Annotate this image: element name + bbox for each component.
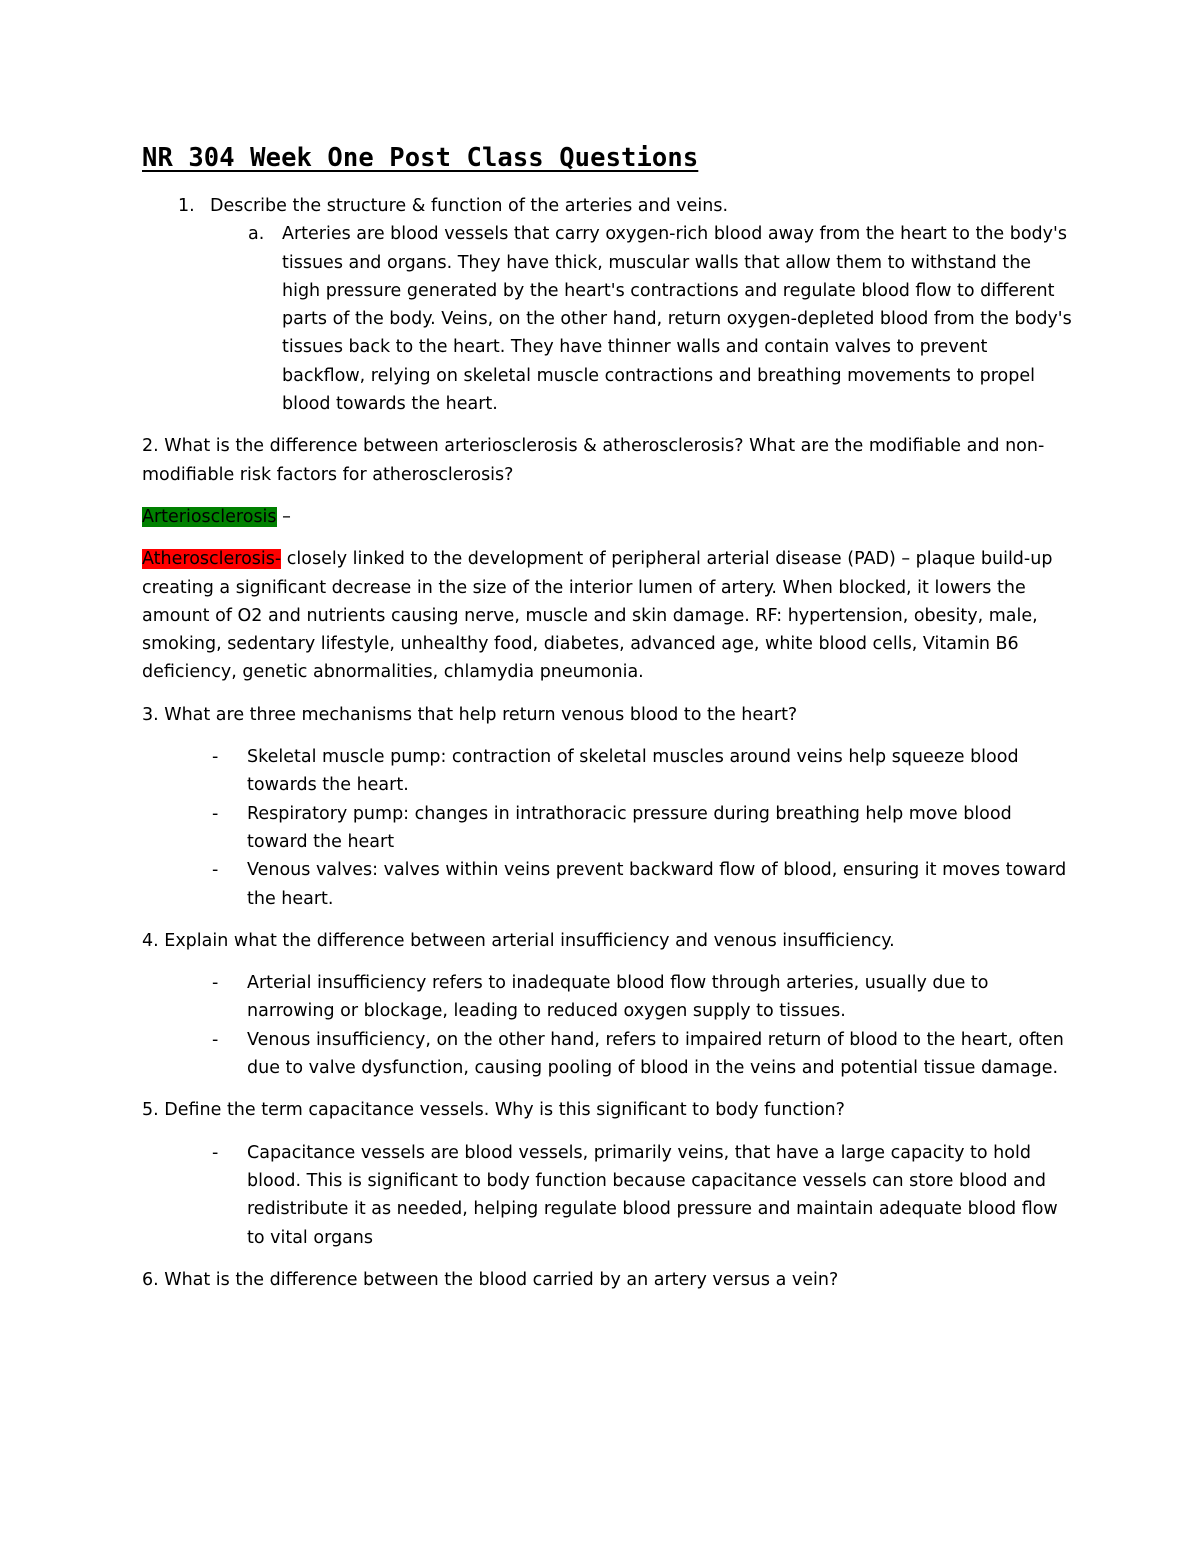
question-6-text: 6. What is the difference between the blood carried by an artery versus a vein? <box>142 1269 839 1290</box>
question-3-text: 3. What are three mechanisms that help return venous blood to the heart? <box>142 704 798 725</box>
list-item <box>142 800 1072 857</box>
document-title: NR 304 Week One Post Class Questions <box>142 143 699 173</box>
list-item-text: Skeletal muscle pump: contraction of skeletal muscles around veins help squeeze blood towards the heart. <box>247 747 1019 796</box>
question-4-text: 4. Explain what the difference between arterial insufficiency and venous insufficiency. <box>142 930 895 951</box>
question-3-answer-list <box>142 743 1072 913</box>
dash-marker: - <box>212 747 219 768</box>
question-1-text: Describe the structure & function of the arteries and veins. <box>210 196 729 216</box>
list-item-text: Venous insufficiency, on the other hand, refers to impaired return of blood to the heart, often due to valve dysfunction, causing pooling of blood in the veins and potential tissue damage. <box>247 1029 1064 1079</box>
list-item <box>142 1139 1072 1252</box>
list-item-text: Venous valves: valves within veins prevent backward flow of blood, ensuring it moves toward the heart. <box>247 860 1067 909</box>
list-item-text: Capacitance vessels are blood vessels, primarily veins, that have a large capacity to hold blood. This is significant to body function because capacitance vessels can store blood and redistribute it as needed, helping regulate blood pressure and maintain adequate blood flow to vital organs <box>247 1142 1058 1248</box>
dash-marker: - <box>212 803 219 824</box>
dash-marker: - <box>212 973 219 994</box>
question-5-answer-list <box>142 1139 1072 1252</box>
arteriosclerosis-answer <box>142 503 1072 531</box>
document-body <box>142 138 1072 1308</box>
list-item-text: Arterial insufficiency refers to inadequate blood flow through arteries, usually due to narrowing or blockage, leading to reduced oxygen supply to tissues. <box>247 973 989 1022</box>
arteriosclerosis-highlight: Arteriosclerosis <box>142 506 277 527</box>
question-1 <box>142 192 1072 220</box>
list-item <box>142 856 1072 913</box>
question-4-answer-list <box>142 969 1072 1082</box>
atherosclerosis-definition: closely linked to the development of peripheral arterial disease (PAD) – plaque build-up creating a significant decrease in the size of the interior lumen of artery. When blocked, it lowers the amount of O2 and nutrients causing nerve, muscle and skin damage. RF: hypertension, obesity, male, smoking, sedentary lifestyle, unhealthy food, diabetes, advanced age, white blood cells, Vitamin B6 deficiency, genetic abnormalities, chlamydia pneumonia. <box>142 549 1053 683</box>
dash-marker: - <box>212 860 219 881</box>
question-1-answer-text: Arteries are blood vessels that carry oxygen-rich blood away from the heart to the body's tissues and organs. They have thick, muscular walls that allow them to withstand the high pressure generated by the heart's contractions and regulate blood flow to different parts of the body. Veins, on the other hand, return oxygen-depleted blood from the body's tissues back to the heart. They have thinner walls and contain valves to prevent backflow, relying on skeletal muscle contractions and breathing movements to propel blood towards the heart. <box>282 224 1072 415</box>
atherosclerosis-answer <box>142 545 1072 686</box>
question-2-text: 2. What is the difference between arteriosclerosis & atherosclerosis? What are the modifiable and non-modifiable risk factors for atherosclerosis? <box>142 436 1045 485</box>
list-item-text: Respiratory pump: changes in intrathoracic pressure during breathing help move blood toward the heart <box>247 803 1012 852</box>
list-letter: a. <box>248 224 265 245</box>
list-item <box>142 969 1072 1026</box>
dash-marker: - <box>212 1142 219 1163</box>
arteriosclerosis-definition: – <box>276 506 291 527</box>
list-number: 1. <box>178 196 195 216</box>
dash-marker: - <box>212 1029 219 1050</box>
list-item <box>142 1026 1072 1083</box>
atherosclerosis-highlight: Atherosclerosis- <box>142 549 282 570</box>
list-item <box>142 743 1072 800</box>
question-5-text: 5. Define the term capacitance vessels. Why is this significant to body function? <box>142 1100 845 1121</box>
question-1-answer <box>142 220 1072 418</box>
